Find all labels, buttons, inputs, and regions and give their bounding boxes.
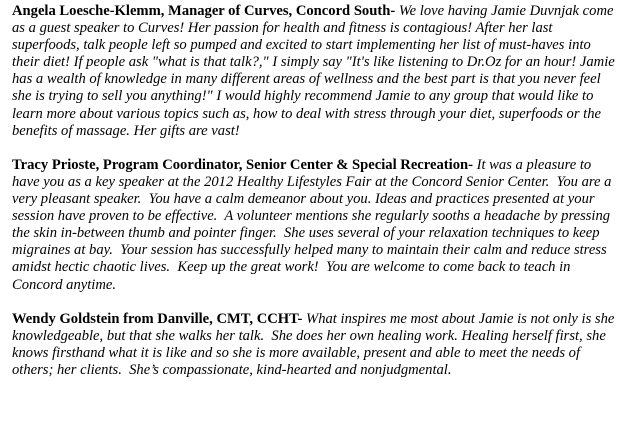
- testimonial-author: Angela Loesche-Klemm, Manager of Curves, Concord South-: [12, 3, 396, 19]
- testimonial-quote: It was a pleasure to have you as a key speaker at the 2012 Healthy Lifestyles Fair at the Concord Senior Center. You are a very pleasant speaker. You have a calm demeanor about you. Ideas and practices presented at your session have proven to be effective. A volunteer mentions she regularly sooths a headache by pressing the skin in-between thumb and pointer finger. She uses several of your relaxation techniques to keep migraines at bay. Your session has successfully helped many to maintain their calm and reduce stress amidst hectic chaotic lives. Keep up the great work! You are welcome to come back to teach in Concord anytime.: [12, 156, 616, 293]
- testimonial-author: Tracy Prioste, Program Coordinator, Senior Center & Special Recreation-: [12, 156, 473, 173]
- testimonial-author: Wendy Goldstein from Danville, CMT, CCHT-: [12, 310, 303, 327]
- testimonial-quote: What inspires me most about Jamie is not only is she knowledgeable, but that she walks her talk. She does her own healing work. Healing herself first, she knows firsthand what it is like and so she is more available, present and able to meet the needs of others; her clients. She’s compassionate, kind-hearted and nonjudgmental.: [12, 310, 619, 378]
- testimonial-quote: We love having Jamie Duvnjak come as a guest speaker to Curves! Her passion for health and fitness is contagious! After her last superfoods, talk people left so pumped and excited to start implementing her list of must-haves into their diet! If people ask "what is that talk?," I simply say "It's like listening to Dr.Oz for an hour! Jamie has a wealth of knowledge in many different areas of wellness and the best part is that you never feel she is trying to sell you anything!" I would highly recommend Jamie to any group that would like to learn more about various topics such as, how to deal with stress through your diet, superfoods or the benefits of massage. Her gifts are vast!: [12, 3, 619, 139]
- testimonial-angela: [12, 3, 622, 140]
- testimonial-tracy: [12, 157, 622, 294]
- testimonial-wendy: [12, 311, 622, 379]
- testimonials-section: [12, 3, 622, 396]
